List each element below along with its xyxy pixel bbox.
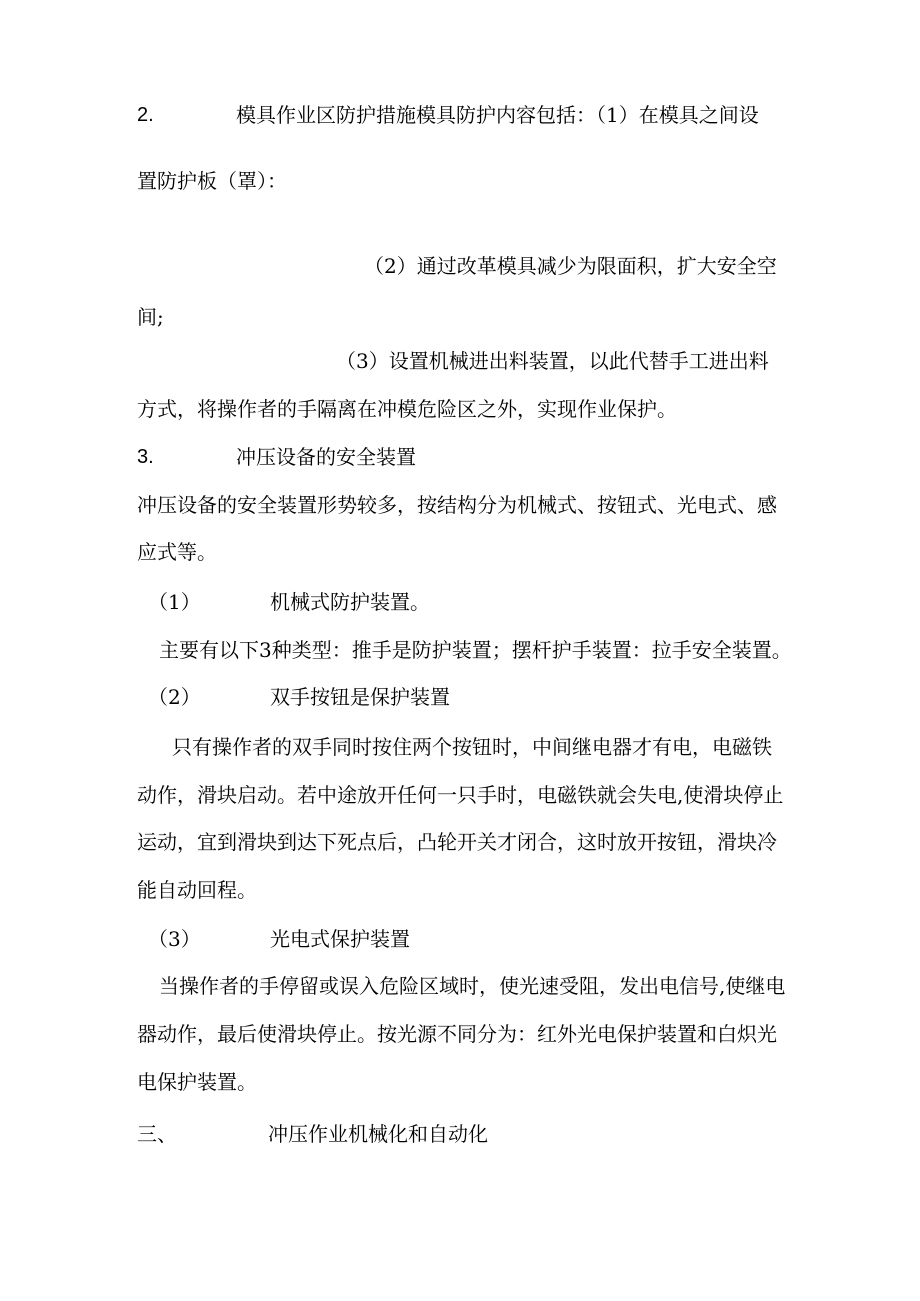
section-2-line-2: 置防护板（罩）： [137, 169, 287, 193]
subsection-1-body-line-1: 主要有以下3种类型：推手是防护装置；摆杆护手装置：拉手安全装置。 [159, 638, 792, 662]
subsection-1-number: （1） [148, 590, 201, 614]
section-3-intro-line-2: 应式等。 [137, 540, 217, 564]
subsection-2-number: （2） [148, 685, 201, 709]
section-3-number: 3. [137, 446, 154, 468]
subsection-2-body-line-4: 能自动回程。 [137, 878, 257, 902]
section-2-number: 2. [137, 104, 154, 126]
subsection-2-body-line-1: 只有操作者的双手同时按住两个按钮时，中间继电器才有电，电磁铁 [172, 735, 772, 759]
subsection-2-body-line-3: 运动，宜到滑块到达下死点后，凸轮开关才闭合，这时放开按钮，滑块冷 [137, 830, 777, 854]
subsection-2-body-line-2: 动作，滑块启动。若中途放开任何一只手时，电磁铁就会失电,使滑块停止 [137, 783, 784, 807]
subsection-2-heading: 双手按钮是保护装置 [270, 685, 450, 709]
section-2-item-2-line-1: （2）通过改革模具减少为限面积，扩大安全空 [364, 254, 777, 278]
part-3-number: 三、 [137, 1122, 177, 1146]
section-2-item-3-line-1: （3）设置机械进出料装置，以此代替手工进出料 [336, 349, 769, 373]
subsection-3-body-line-2: 器动作，最后使滑块停止。按光源不同分为：红外光电保护装置和白炽光 [137, 1022, 777, 1046]
subsection-3-number: （3） [148, 927, 201, 951]
section-2-item-3-line-2: 方式，将操作者的手隔离在冲模危险区之外，实现作业保护。 [137, 397, 677, 421]
section-2-line-1: 模具作业区防护措施模具防护内容包括：（1）在模具之间设 [236, 103, 759, 127]
subsection-3-body-line-1: 当操作者的手停留或误入危险区域时，使光速受阻，发出电信号,使继电 [159, 974, 786, 998]
subsection-3-heading: 光电式保护装置 [270, 927, 410, 951]
section-3-heading: 冲压设备的安全装置 [236, 445, 416, 469]
section-2-item-2-line-2: 间; [137, 305, 164, 329]
subsection-3-body-line-3: 电保护装置。 [137, 1070, 257, 1094]
part-3-heading: 冲压作业机械化和自动化 [268, 1122, 488, 1146]
subsection-1-heading: 机械式防护装置。 [270, 590, 430, 614]
section-3-intro-line-1: 冲压设备的安全装置形势较多，按结构分为机械式、按钮式、光电式、感 [137, 493, 777, 517]
